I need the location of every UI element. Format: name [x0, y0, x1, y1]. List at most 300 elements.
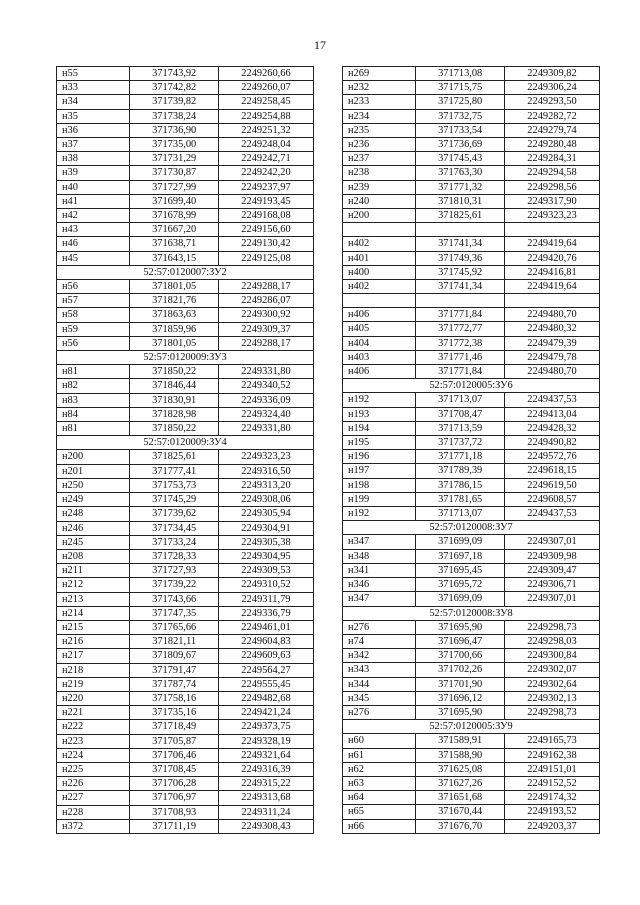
x-coordinate: 371708,47 — [416, 407, 505, 421]
x-coordinate: 371737,72 — [416, 436, 505, 450]
table-row — [57, 649, 314, 663]
x-coordinate: 371699,09 — [416, 592, 505, 606]
x-coordinate: 371705,87 — [130, 734, 219, 748]
point-id: н225 — [57, 762, 130, 776]
y-coordinate: 2249315,22 — [218, 777, 313, 791]
x-coordinate: 371809,67 — [130, 649, 219, 663]
x-coordinate: 371727,99 — [130, 180, 219, 194]
y-coordinate: 2249331,80 — [218, 422, 313, 436]
table-row — [343, 279, 600, 293]
point-id: н45 — [57, 251, 130, 265]
point-id: н42 — [57, 209, 130, 223]
y-coordinate: 2249479,78 — [504, 350, 599, 364]
table-row — [343, 294, 600, 308]
table-row — [343, 265, 600, 279]
x-coordinate: 371713,08 — [416, 67, 505, 81]
point-id: н36 — [57, 123, 130, 137]
x-coordinate: 371730,87 — [130, 166, 219, 180]
y-coordinate: 2249437,53 — [504, 507, 599, 521]
table-row — [57, 663, 314, 677]
y-coordinate: 2249306,24 — [504, 81, 599, 95]
y-coordinate: 2249336,79 — [218, 606, 313, 620]
y-coordinate: 2249193,45 — [218, 194, 313, 208]
table-row — [343, 563, 600, 577]
y-coordinate: 2249316,39 — [218, 762, 313, 776]
point-id: н64 — [343, 791, 416, 805]
x-coordinate: 371733,54 — [416, 123, 505, 137]
point-id: н65 — [343, 805, 416, 819]
x-coordinate: 371733,24 — [130, 535, 219, 549]
table-row — [343, 180, 600, 194]
x-coordinate: 371627,26 — [416, 776, 505, 790]
table-row — [57, 223, 314, 237]
y-coordinate: 2249308,43 — [218, 819, 313, 833]
y-coordinate: 2249604,83 — [218, 635, 313, 649]
x-coordinate: 371725,80 — [416, 95, 505, 109]
point-id: н41 — [57, 194, 130, 208]
y-coordinate: 2249174,32 — [504, 791, 599, 805]
x-coordinate: 371787,74 — [130, 677, 219, 691]
table-row — [343, 705, 600, 719]
y-coordinate: 2249306,71 — [504, 578, 599, 592]
x-coordinate: 371763,30 — [416, 166, 505, 180]
point-id: н212 — [57, 578, 130, 592]
x-coordinate: 371786,15 — [416, 478, 505, 492]
x-coordinate: 371801,05 — [130, 336, 219, 350]
y-coordinate: 2249162,38 — [504, 748, 599, 762]
y-coordinate: 2249324,40 — [218, 407, 313, 421]
x-coordinate: 371771,84 — [416, 365, 505, 379]
x-coordinate: 371727,93 — [130, 564, 219, 578]
y-coordinate: 2249311,24 — [218, 805, 313, 819]
y-coordinate: 2249490,82 — [504, 436, 599, 450]
point-id: н347 — [343, 535, 416, 549]
point-id: н81 — [57, 422, 130, 436]
y-coordinate: 2249480,70 — [504, 365, 599, 379]
x-coordinate: 371711,19 — [130, 819, 219, 833]
point-id: н217 — [57, 649, 130, 663]
table-row — [57, 706, 314, 720]
parcel-id: 52:57:0120008:ЗУ7 — [343, 521, 600, 535]
point-id: н63 — [343, 776, 416, 790]
point-id: н402 — [343, 237, 416, 251]
table-row — [343, 677, 600, 691]
table-row — [57, 294, 314, 308]
y-coordinate — [504, 294, 599, 308]
point-id: н220 — [57, 691, 130, 705]
x-coordinate: 371589,91 — [416, 734, 505, 748]
y-coordinate: 2249309,98 — [504, 549, 599, 563]
x-coordinate: 371741,34 — [416, 279, 505, 293]
y-coordinate — [504, 223, 599, 237]
x-coordinate: 371745,29 — [130, 493, 219, 507]
y-coordinate: 2249331,80 — [218, 365, 313, 379]
point-id: н405 — [343, 322, 416, 336]
x-coordinate: 371747,35 — [130, 606, 219, 620]
x-coordinate: 371863,63 — [130, 308, 219, 322]
table-row — [343, 393, 600, 407]
y-coordinate: 2249258,45 — [218, 95, 313, 109]
table-row — [57, 95, 314, 109]
x-coordinate: 371810,31 — [416, 194, 505, 208]
point-id: н213 — [57, 592, 130, 606]
point-id: н347 — [343, 592, 416, 606]
point-id: н192 — [343, 507, 416, 521]
y-coordinate: 2249479,39 — [504, 336, 599, 350]
point-id: н233 — [343, 95, 416, 109]
point-id: н235 — [343, 123, 416, 137]
point-id: н346 — [343, 578, 416, 592]
y-coordinate: 2249168,08 — [218, 209, 313, 223]
y-coordinate: 2249373,75 — [218, 720, 313, 734]
x-coordinate: 371736,69 — [416, 138, 505, 152]
table-row — [57, 81, 314, 95]
table-row — [57, 635, 314, 649]
y-coordinate: 2249193,52 — [504, 805, 599, 819]
y-coordinate: 2249242,71 — [218, 152, 313, 166]
point-id: н211 — [57, 564, 130, 578]
x-coordinate: 371743,92 — [130, 67, 219, 81]
table-row — [343, 535, 600, 549]
y-coordinate: 2249313,20 — [218, 478, 313, 492]
point-id: н33 — [57, 81, 130, 95]
y-coordinate: 2249242,20 — [218, 166, 313, 180]
y-coordinate: 2249609,63 — [218, 649, 313, 663]
table-row — [57, 819, 314, 833]
x-coordinate: 371708,45 — [130, 762, 219, 776]
x-coordinate: 371695,90 — [416, 705, 505, 719]
section-header-row — [57, 436, 314, 450]
point-id: н35 — [57, 109, 130, 123]
point-id: н84 — [57, 407, 130, 421]
table-row — [343, 95, 600, 109]
table-row — [343, 421, 600, 435]
table-row — [57, 123, 314, 137]
x-coordinate: 371745,92 — [416, 265, 505, 279]
point-id: н276 — [343, 620, 416, 634]
y-coordinate: 2249340,52 — [218, 379, 313, 393]
table-row — [57, 549, 314, 563]
point-id: н228 — [57, 805, 130, 819]
y-coordinate: 2249310,52 — [218, 578, 313, 592]
point-id: н40 — [57, 180, 130, 194]
table-row — [57, 180, 314, 194]
y-coordinate: 2249288,17 — [218, 280, 313, 294]
x-coordinate: 371701,90 — [416, 677, 505, 691]
y-coordinate: 2249298,73 — [504, 620, 599, 634]
y-coordinate: 2249279,74 — [504, 123, 599, 137]
point-id: н219 — [57, 677, 130, 691]
table-row — [57, 109, 314, 123]
table-row — [343, 762, 600, 776]
table-row — [57, 620, 314, 634]
y-coordinate: 2249248,04 — [218, 138, 313, 152]
x-coordinate: 371736,90 — [130, 123, 219, 137]
point-id: н250 — [57, 478, 130, 492]
y-coordinate: 2249618,15 — [504, 464, 599, 478]
table-row — [343, 819, 600, 833]
y-coordinate: 2249203,37 — [504, 819, 599, 833]
x-coordinate: 371713,07 — [416, 507, 505, 521]
x-coordinate: 371771,18 — [416, 450, 505, 464]
point-id: н240 — [343, 194, 416, 208]
x-coordinate: 371738,24 — [130, 109, 219, 123]
y-coordinate: 2249316,50 — [218, 464, 313, 478]
point-id: н238 — [343, 166, 416, 180]
table-row — [343, 109, 600, 123]
point-id: н38 — [57, 152, 130, 166]
x-coordinate: 371859,96 — [130, 322, 219, 336]
point-id: н39 — [57, 166, 130, 180]
y-coordinate: 2249309,82 — [504, 67, 599, 81]
parcel-id: 52:57:0120005:ЗУ9 — [343, 720, 600, 734]
point-id: н82 — [57, 379, 130, 393]
section-header-row — [343, 606, 600, 620]
x-coordinate: 371700,66 — [416, 649, 505, 663]
y-coordinate: 2249302,64 — [504, 677, 599, 691]
y-coordinate: 2249307,01 — [504, 535, 599, 549]
y-coordinate: 2249309,37 — [218, 322, 313, 336]
table-row — [343, 152, 600, 166]
table-row — [343, 649, 600, 663]
x-coordinate: 371801,05 — [130, 280, 219, 294]
parcel-id: 52:57:0120005:ЗУ6 — [343, 379, 600, 393]
y-coordinate: 2249416,81 — [504, 265, 599, 279]
y-coordinate: 2249461,01 — [218, 620, 313, 634]
y-coordinate: 2249480,70 — [504, 308, 599, 322]
point-id: н402 — [343, 279, 416, 293]
y-coordinate: 2249282,72 — [504, 109, 599, 123]
point-id: н403 — [343, 350, 416, 364]
table-row — [57, 322, 314, 336]
table-row — [343, 436, 600, 450]
table-row — [343, 209, 600, 223]
x-coordinate: 371676,70 — [416, 819, 505, 833]
x-coordinate: 371781,65 — [416, 492, 505, 506]
x-coordinate: 371678,99 — [130, 209, 219, 223]
point-id — [343, 223, 416, 237]
point-id: н406 — [343, 365, 416, 379]
table-row — [57, 194, 314, 208]
table-row — [57, 138, 314, 152]
x-coordinate: 371739,82 — [130, 95, 219, 109]
y-coordinate: 2249300,84 — [504, 649, 599, 663]
y-coordinate: 2249419,64 — [504, 279, 599, 293]
point-id: н200 — [343, 209, 416, 223]
table-row — [57, 535, 314, 549]
table-row — [57, 564, 314, 578]
x-coordinate: 371718,49 — [130, 720, 219, 734]
point-id: н345 — [343, 691, 416, 705]
y-coordinate: 2249419,64 — [504, 237, 599, 251]
x-coordinate: 371821,11 — [130, 635, 219, 649]
x-coordinate: 371706,46 — [130, 748, 219, 762]
table-row — [57, 209, 314, 223]
point-id: н74 — [343, 634, 416, 648]
y-coordinate: 2249437,53 — [504, 393, 599, 407]
y-coordinate: 2249288,17 — [218, 336, 313, 350]
table-row — [343, 67, 600, 81]
y-coordinate: 2249298,56 — [504, 180, 599, 194]
x-coordinate: 371588,90 — [416, 748, 505, 762]
point-id: н215 — [57, 620, 130, 634]
x-coordinate: 371789,39 — [416, 464, 505, 478]
x-coordinate: 371667,20 — [130, 223, 219, 237]
y-coordinate: 2249309,53 — [218, 564, 313, 578]
table-row — [57, 365, 314, 379]
point-id: н245 — [57, 535, 130, 549]
point-id: н56 — [57, 280, 130, 294]
table-row — [343, 138, 600, 152]
y-coordinate: 2249151,01 — [504, 762, 599, 776]
section-header-row — [57, 351, 314, 365]
table-row — [343, 81, 600, 95]
point-id: н249 — [57, 493, 130, 507]
section-header-row — [343, 521, 600, 535]
point-id: н226 — [57, 777, 130, 791]
x-coordinate: 371846,44 — [130, 379, 219, 393]
x-coordinate: 371713,07 — [416, 393, 505, 407]
y-coordinate: 2249298,73 — [504, 705, 599, 719]
table-row — [57, 691, 314, 705]
y-coordinate: 2249298,03 — [504, 634, 599, 648]
table-row — [343, 308, 600, 322]
x-coordinate: 371625,08 — [416, 762, 505, 776]
table-row — [343, 478, 600, 492]
x-coordinate: 371741,34 — [416, 237, 505, 251]
y-coordinate: 2249305,94 — [218, 507, 313, 521]
table-row — [343, 791, 600, 805]
y-coordinate: 2249308,06 — [218, 493, 313, 507]
x-coordinate: 371742,82 — [130, 81, 219, 95]
table-row — [343, 776, 600, 790]
table-row — [57, 251, 314, 265]
table-row — [343, 336, 600, 350]
point-id: н232 — [343, 81, 416, 95]
table-row — [343, 663, 600, 677]
table-row — [57, 777, 314, 791]
page-number: 17 — [314, 38, 326, 52]
point-id: н341 — [343, 563, 416, 577]
table-row — [343, 251, 600, 265]
table-row — [57, 493, 314, 507]
y-coordinate: 2249251,32 — [218, 123, 313, 137]
table-row — [57, 521, 314, 535]
point-id: н234 — [343, 109, 416, 123]
table-row — [57, 336, 314, 350]
point-id: н60 — [343, 734, 416, 748]
x-coordinate: 371670,44 — [416, 805, 505, 819]
table-row — [57, 166, 314, 180]
table-row — [343, 734, 600, 748]
point-id: н208 — [57, 549, 130, 563]
table-row — [343, 350, 600, 364]
y-coordinate: 2249413,04 — [504, 407, 599, 421]
table-row — [57, 720, 314, 734]
x-coordinate: 371771,84 — [416, 308, 505, 322]
table-row — [343, 322, 600, 336]
y-coordinate: 2249564,27 — [218, 663, 313, 677]
x-coordinate: 371695,90 — [416, 620, 505, 634]
x-coordinate: 371699,09 — [416, 535, 505, 549]
x-coordinate: 371850,22 — [130, 422, 219, 436]
x-coordinate: 371731,29 — [130, 152, 219, 166]
table-row — [57, 393, 314, 407]
x-coordinate: 371728,33 — [130, 549, 219, 563]
point-id: н46 — [57, 237, 130, 251]
x-coordinate: 371706,97 — [130, 791, 219, 805]
point-id: н61 — [343, 748, 416, 762]
point-id: н218 — [57, 663, 130, 677]
table-row — [57, 734, 314, 748]
point-id: н401 — [343, 251, 416, 265]
table-row — [57, 280, 314, 294]
point-id: н269 — [343, 67, 416, 81]
y-coordinate: 2249152,52 — [504, 776, 599, 790]
point-id: н37 — [57, 138, 130, 152]
table-row — [343, 237, 600, 251]
point-id: н81 — [57, 365, 130, 379]
x-coordinate: 371651,68 — [416, 791, 505, 805]
y-coordinate: 2249480,32 — [504, 322, 599, 336]
y-coordinate: 2249311,79 — [218, 592, 313, 606]
point-id: н227 — [57, 791, 130, 805]
table-row — [57, 152, 314, 166]
table-row — [57, 606, 314, 620]
x-coordinate: 371758,16 — [130, 691, 219, 705]
x-coordinate — [416, 294, 505, 308]
point-id: н342 — [343, 649, 416, 663]
parcel-id: 52:57:0120009:ЗУ3 — [57, 351, 314, 365]
coordinates-table-right — [342, 66, 600, 834]
point-id: н406 — [343, 308, 416, 322]
x-coordinate: 371713,59 — [416, 421, 505, 435]
y-coordinate: 2249307,01 — [504, 592, 599, 606]
table-row — [343, 123, 600, 137]
y-coordinate: 2249323,23 — [504, 209, 599, 223]
x-coordinate: 371739,22 — [130, 578, 219, 592]
y-coordinate: 2249165,73 — [504, 734, 599, 748]
y-coordinate: 2249305,38 — [218, 535, 313, 549]
section-header-row — [343, 720, 600, 734]
y-coordinate: 2249237,97 — [218, 180, 313, 194]
x-coordinate: 371825,61 — [416, 209, 505, 223]
point-id: н248 — [57, 507, 130, 521]
point-id: н198 — [343, 478, 416, 492]
table-row — [57, 762, 314, 776]
y-coordinate: 2249317,90 — [504, 194, 599, 208]
point-id: н43 — [57, 223, 130, 237]
table-row — [57, 791, 314, 805]
y-coordinate: 2249321,64 — [218, 748, 313, 762]
x-coordinate: 371753,73 — [130, 478, 219, 492]
x-coordinate: 371702,26 — [416, 663, 505, 677]
point-id: н236 — [343, 138, 416, 152]
table-row — [57, 478, 314, 492]
x-coordinate: 371821,76 — [130, 294, 219, 308]
point-id — [343, 294, 416, 308]
table-row — [343, 620, 600, 634]
y-coordinate: 2249421,24 — [218, 706, 313, 720]
x-coordinate: 371715,75 — [416, 81, 505, 95]
point-id: н222 — [57, 720, 130, 734]
section-header-row — [57, 265, 314, 279]
point-id: н223 — [57, 734, 130, 748]
point-id: н59 — [57, 322, 130, 336]
x-coordinate: 371745,43 — [416, 152, 505, 166]
x-coordinate: 371708,93 — [130, 805, 219, 819]
point-id: н57 — [57, 294, 130, 308]
